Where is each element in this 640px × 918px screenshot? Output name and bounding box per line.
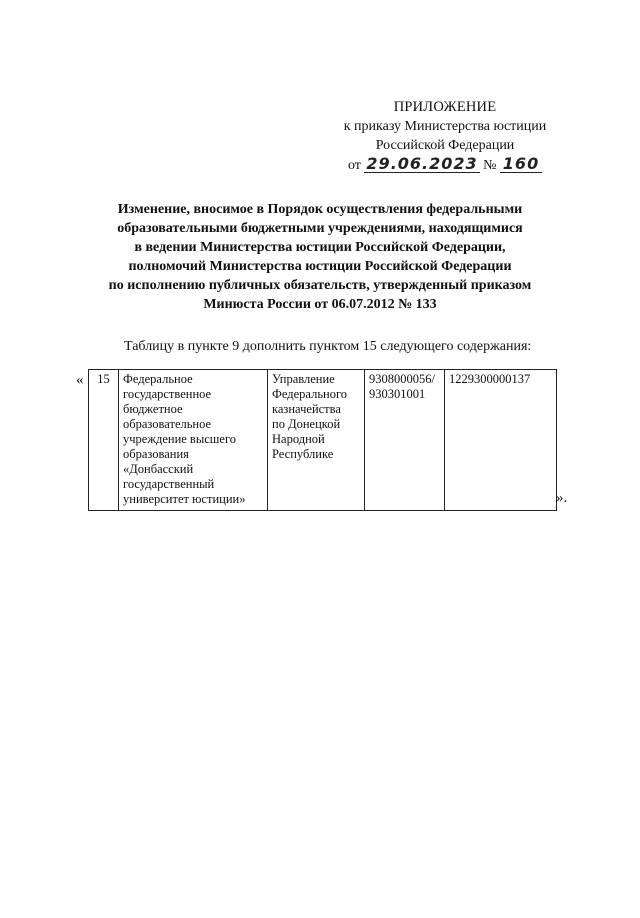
authority-line: Управление <box>272 372 335 386</box>
authority-line: по Донецкой <box>272 417 341 431</box>
appendix-line-1: к приказу Министерства юстиции <box>343 119 547 134</box>
institution-line: «Донбасский <box>123 462 194 476</box>
heading-line: образовательными бюджетными учреждениями, находящимися <box>117 221 523 236</box>
heading-line: в ведении Министерства юстиции Российской Федерации, <box>134 240 506 255</box>
intro-paragraph: Таблицу в пункте 9 дополнить пунктом 15 следующего содержания: <box>124 339 532 354</box>
heading-line: Изменение, вносимое в Порядок осуществления федеральными <box>117 202 523 217</box>
handwritten-date: 29.06.2023 <box>366 154 478 173</box>
institution-line: Федеральное <box>123 372 193 386</box>
institution-line: бюджетное <box>123 402 183 416</box>
institution-line: образовательное <box>123 417 212 431</box>
appendix-line-2: Российской Федерации <box>375 138 515 153</box>
table-row <box>89 370 557 511</box>
appendix-date-line <box>300 155 590 175</box>
ogrn-cell: 1229300000137 <box>445 370 557 511</box>
opening-quote: « <box>76 372 84 388</box>
row-number-cell: 15 <box>89 370 119 511</box>
heading-line: Минюста России от 06.07.2012 № 133 <box>203 297 437 312</box>
appendix-title: ПРИЛОЖЕНИЕ <box>393 99 497 115</box>
number-prefix: № <box>483 158 497 173</box>
appendix-block <box>300 98 590 175</box>
kpp-line: 930301001 <box>369 387 426 401</box>
inn-kpp-cell <box>365 370 445 511</box>
heading-line: полномочий Министерства юстиции Российской Федерации <box>128 259 512 274</box>
institution-line: учреждение высшего <box>123 432 237 446</box>
institution-line: государственное <box>123 387 212 401</box>
authority-line: казначейства <box>272 402 341 416</box>
authority-line: Республике <box>272 447 334 461</box>
institution-line: университет юстиции» <box>123 492 246 506</box>
authority-cell <box>268 370 365 511</box>
amendment-table <box>88 369 557 511</box>
date-prefix: от <box>347 158 361 173</box>
institution-cell <box>119 370 268 511</box>
authority-line: Народной <box>272 432 325 446</box>
closing-quote: ». <box>556 490 568 506</box>
heading-line: по исполнению публичных обязательств, утвержденный приказом <box>108 278 532 293</box>
institution-line: образования <box>123 447 189 461</box>
inn-line: 9308000056/ <box>369 372 435 386</box>
institution-line: государственный <box>123 477 215 491</box>
document-heading <box>80 200 560 314</box>
authority-line: Федерального <box>272 387 348 401</box>
handwritten-number: 160 <box>500 155 542 173</box>
